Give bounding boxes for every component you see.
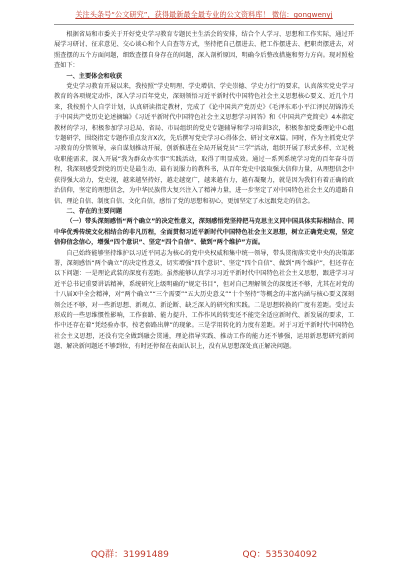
footer-qq-group: QQ群：31991489 bbox=[90, 550, 169, 560]
section-heading-2: 二、存在的主要问题 bbox=[66, 207, 123, 215]
header-divider bbox=[54, 24, 354, 25]
section-heading-1: 一、主要体会和收获 bbox=[66, 72, 123, 80]
footer-contacts bbox=[54, 548, 354, 562]
intro-paragraph: 根据省局和市委关于开好党史学习教育专题民主生活会的安排，结合个人学习、思想和工作实际，通过开展学习研讨、征求意见、交心谈心和个人自查等方式，坚持把自己摆进去、把工作摆进去、把职责摆进去，对照查摆的五个方面问题，细致查摆自身存在的问题，深入剖析原因，明确今后整改措施和努力方向。现对照检查如下： bbox=[54, 31, 354, 70]
subsection-title-1: （一）带头深刻感悟“两个确立”的决定性意义，深刻感悟党坚持把马克思主义同中国具体实际相结合、同中华优秀传统文化相结合的非凡历程，全面贯彻习近平新时代中国特色社会主义思想，树立正确党史观，坚定信仰信念信心，增强“四个意识”、坚定“四个自信”、做到“两个维护”方面。 bbox=[54, 218, 354, 247]
footer-qq: QQ：535304092 bbox=[242, 550, 318, 560]
paragraph-experience: 党史学习教育开展以来，我按照“学史明理、学史增信、学史崇德、学史力行”的要求，认真落实党史学习教育的各项规定动作，深入学习百年党史，深刻领悟习近平新时代中国特色社会主义思想核心要义、近几个月来，我按照个人自学计划，认真研读指定教材，完成了《论中国共产党历史》《毛泽东邓小平江泽民胡锦涛关于中国共产党历史论述摘编》《习近平新时代中国特色社会主义思想学习问答》和《中国共产党简史》4本指定教材的学习，积极参加学习总局、省局、市局组织的党史专题辅导和学习培训3次，积极参加党委理论中心组专题研学，围绕指定专题作重点发言X次，先后撰写党史学习心得体会、研讨文章X篇。同时，作为主抓党史学习教育的分管领导，亲自谋划推动开展，创新推进在全局开展党员“三学”活动，组织开展了形式多样、立足税收职能需求，深入开展“我为群众办实事”实践活动，取得了明显成效。通过一系列系统学习党的百年奋斗历程，我深刻感受到党的历史是最生动、最有说服力的教科书，从百年党史中汲取强大信仰力量，从理想信念中获得强大动力，党史视，越来越坚持好，越走越宽广，越来越有力，越有凝聚力，就是因为我们有着正确的政治信仰，坚定的理想信念，为中华民族伟大复兴注入了精神力量，进一步坚定了对中国特色社会主义的道路自信、理论自信、制度自信、文化自信，感悟了党的思想和初心，更加坚定了永远跟党走的信念。 bbox=[54, 83, 354, 205]
document-body bbox=[54, 30, 354, 545]
paragraph-issues: 自己始终能够坚持维护以习近平同志为核心的党中央权威和集中统一领导，带头贯彻落实党中央的决策部署，深刻感悟“两个确立”的决定性意义，切实增强“四个意识”、坚定“四个自信”、做到“两个维护”，但还存在以下问题：一是理论武装的深度有差距。虽然能够认真学习习近平新时代中国特色社会主义思想，跟进学习习近平总书记重要讲话精神，系统研究上级明确的“规定书目”，但对自己理解领会的深度还不够，尤其在对党的十八届X中全会精神，对“两个确立”“三个需要”“五大历史意义”“十个坚持”等概念的丰富内涵与核心要义深刻领会还不够，对一些新思想、新观点、新论断、缺乏深入的研究和实践。二是思想转换的广度有差距。受过去形成的一些思维惯性影响，工作套路、能力提升、工作作风的转变还不能完全适应新时代、新发展的要求，工作中还存在着“凭经验办事，按老套路出牌”的现象。三是学用转化的力度有差距。对于习近平新时代中国特色社会主义思想，还没有完全做到融会贯通，理论指导实践、推动工作的能力还不够强，运用新思想研究新问题、解决新问题还不够到位，有时还停留在表面认识上，没有从思想深处真正解决问题。 bbox=[54, 249, 354, 351]
header-banner-link[interactable]: 关注头条号“公文研究”，获得最新最全最专业的公文资料库！ 微信：gongwenyj bbox=[75, 10, 333, 19]
